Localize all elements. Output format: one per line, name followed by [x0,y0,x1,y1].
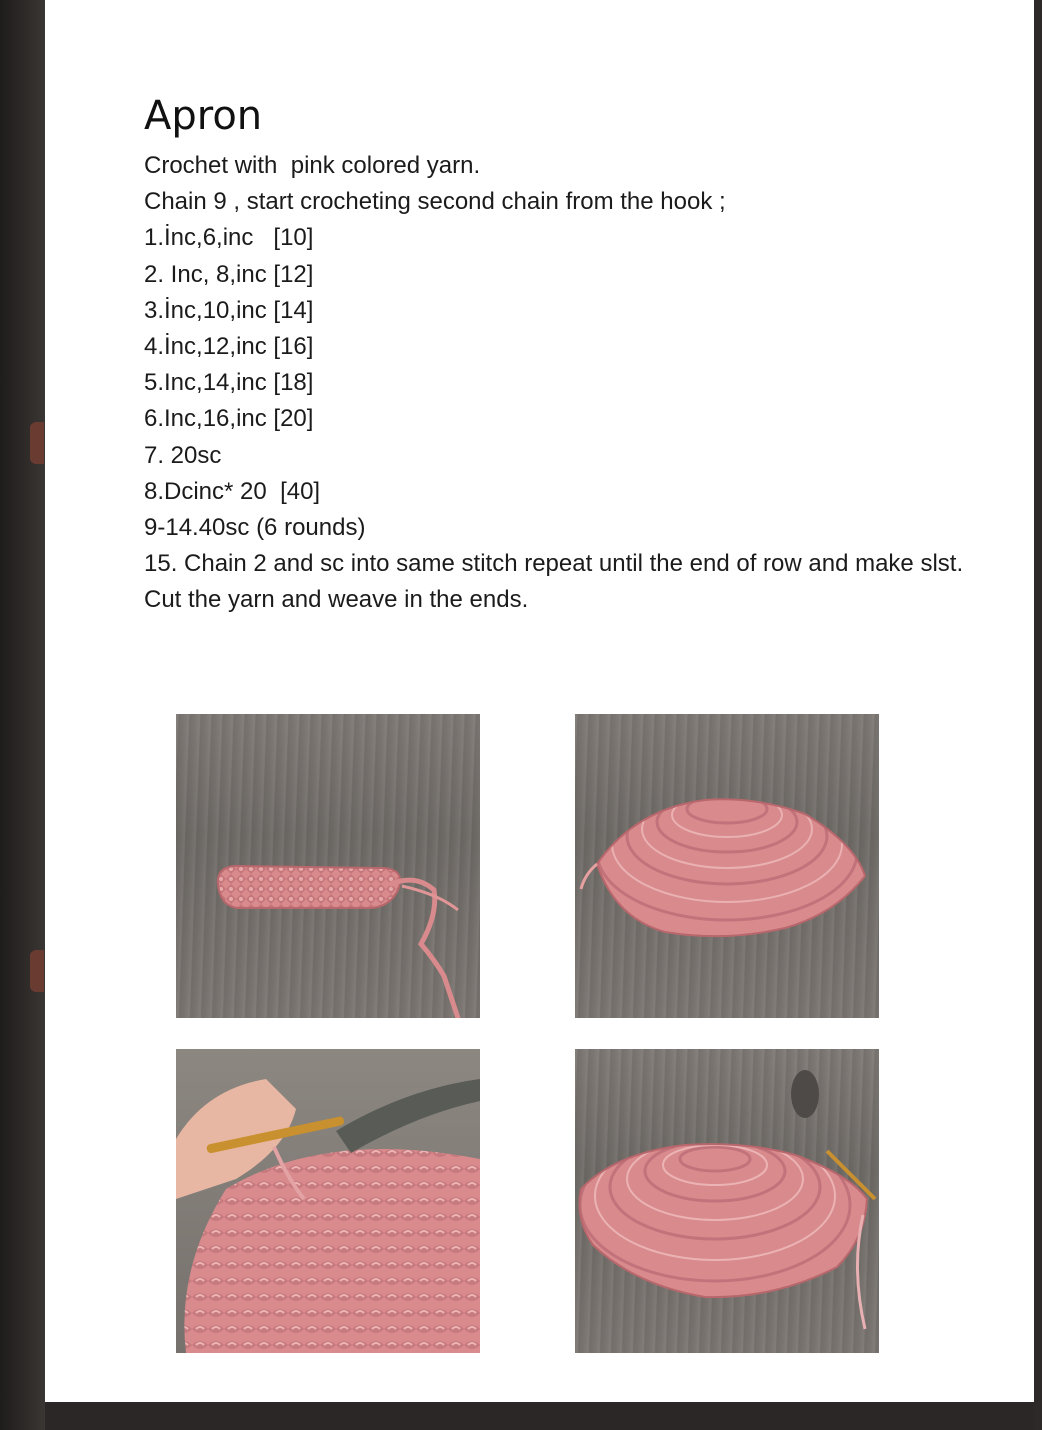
round-7: 7. 20sc [144,441,222,469]
round-5: 5.Inc,14,inc [18] [144,369,314,397]
round-6: 6.Inc,16,inc [20] [144,405,314,433]
half-circle-illustration [575,714,879,1018]
photo-foundation-chain [176,714,480,1018]
photo-finished-edge [575,1049,879,1353]
round-4: 4.İnc,12,inc [16] [144,333,314,361]
round-3: 3.İnc,10,inc [14] [144,296,314,324]
side-tab [30,422,44,464]
background-left-edge [0,0,45,1430]
instruction-line: Chain 9 , start crocheting second chain from the hook ; [144,188,726,216]
rounds-9-14: 9-14.40sc (6 rounds) [144,514,366,542]
photo-hook-closeup [176,1049,480,1353]
finishing-line: Cut the yarn and weave in the ends. [144,586,529,614]
hook-closeup-illustration [176,1049,480,1353]
pattern-text [144,88,1014,619]
photo-half-circle [575,714,879,1018]
round-2: 2. Inc, 8,inc [12] [144,260,314,288]
finished-edge-illustration [575,1049,879,1353]
foundation-chain-illustration [176,714,480,1018]
side-tab [30,950,44,992]
round-1: 1.İnc,6,inc [10] [144,224,314,252]
background-right-edge [1034,0,1042,1430]
intro-line: Crochet with pink colored yarn. [144,152,481,179]
document-page [45,0,1034,1402]
round-15: 15. Chain 2 and sc into same stitch repeat until the end of row and make slst. [144,550,964,578]
round-8: 8.Dcinc* 20 [40] [144,477,321,505]
pattern-title: Apron [144,93,263,139]
